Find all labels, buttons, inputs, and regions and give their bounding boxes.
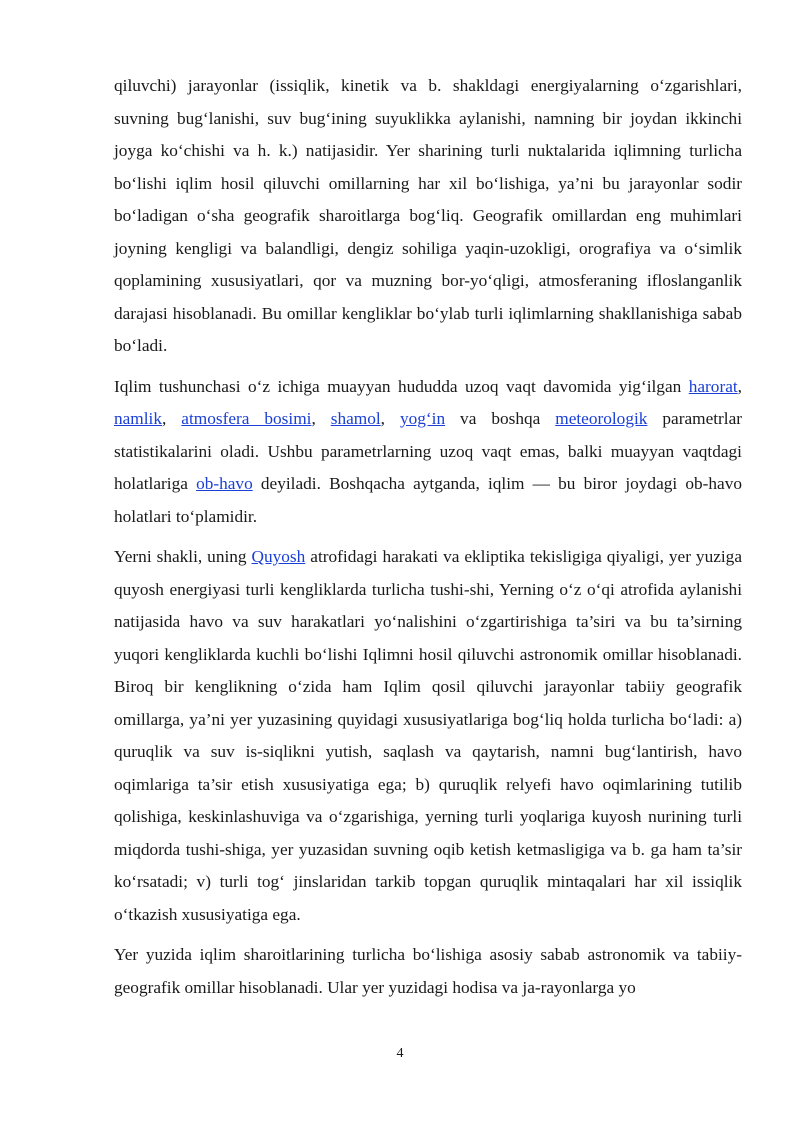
text-run: Yerni shakli, uning — [114, 547, 252, 566]
paragraph-2 — [114, 371, 742, 534]
text-run: , — [737, 376, 742, 396]
paragraph-4: Yer yuzida iqlim sharoitlarining turlicha bo‘lishiga asosiy sabab astronomik va tabiiy-geografik omillar hisoblanadi. Ular yer yuzidagi hodisa va ja-rayonlarga yo — [114, 945, 742, 997]
link-meteorologik[interactable]: meteorologik — [555, 409, 648, 428]
link-shamol[interactable]: shamol — [330, 409, 381, 428]
text-run: , — [311, 409, 331, 428]
link-ob-havo[interactable]: ob-havo — [196, 474, 253, 493]
document-page — [114, 70, 742, 1012]
link-atmosfera-bosimi[interactable]: atmosfera bosimi — [181, 409, 312, 428]
text-run: atrofidagi harakati va ekliptika tekisligiga qiyaligi, yer yuziga quyosh energiyasi turli kengliklarda turlicha tushi-shi, Yerning o‘z o‘qi atrofida aylanishi natijasida havo va suv harakatlari yo‘nalishini o‘zgartirishiga ta’siri va bu ta’sirning yuqori kengliklarda kuchli bo‘lishi Iqlimni hosil qiluvchi astronomik omillar hisoblanadi. Biroq bir kenglikning o‘zida ham Iqlim qosil qiluvchi jarayonlar tabiiy geografik omillarga, ya’ni yer yuzasining quyidagi xususiyatlariga bog‘liq holda turlicha bo‘ladi: a) quruqlik va suv is-siqlikni yutish, saqlash va qaytarish, namni bug‘lantirish, havo oqimlariga ta’sir etish xususiyatiga ega; b) quruqlik relyefi havo oqimlarining tutilib qolishiga, keskinlashuviga va o‘zgarishiga, yerning turli yoqlariga kuyosh nurining turli miqdorda tushi-shiga, yer yuzasidan suvning oqib ketish ketmasligiga va b. ga ham ta’sir ko‘rsatadi; v) turli tog‘ jinslaridan tarkib topgan quruqlik mintaqalari har xil issiqlik o‘tkazish xususiyatiga ega. — [114, 547, 742, 924]
text-run: Iqlim tushunchasi o‘z ichiga muayyan hududda uzoq vaqt davomida yig‘ilgan — [114, 376, 689, 396]
paragraph-3 — [114, 541, 742, 931]
text-run: parametrlar statistikalarini oladi. Ushbu parametrlarning uzoq vaqt emas, balki muayyan vaqtdagi holatlariga — [114, 409, 743, 493]
text-run: deyiladi. Boshqacha aytganda, iqlim — bu biror joydagi ob-havo holatlari to‘plamidir. — [114, 474, 742, 526]
link-harorat[interactable]: harorat — [688, 376, 738, 396]
text-run: , — [380, 409, 400, 428]
page-number: 4 — [396, 1046, 404, 1061]
paragraph-1: qiluvchi) jarayonlar (issiqlik, kinetik va b. shakldagi energiyalarning o‘zgarishlari, suvning bug‘lanishi, suv bug‘ining suyuklikka aylanishi, namning bir joydan ikkinchi joyga ko‘chishi va h. k.) natijasidir. Yer sharining turli nuktalarida iqlimning turlicha bo‘lishi iqlim hosil qiluvchi omillarning har xil bo‘lishiga, ya’ni bu jarayonlar sodir bo‘ladigan o‘sha geografik sharoitlarga bog‘liq. Geografik omillardan eng muhimlari joyning kengligi va balandligi, dengiz sohiliga yaqin-uzokligi, orografiya va o‘simlik qoplamining xususiyatlari, qor va muzning bor-yo‘qligi, atmosferaning ifloslanganlik darajasi hisoblanadi. Bu omillar kengliklar bo‘ylab turli iqlimlarning shakllanishiga sabab bo‘ladi. — [114, 76, 742, 355]
link-namlik[interactable]: namlik — [114, 409, 162, 428]
text-run: va boshqa — [445, 409, 556, 428]
link-quyosh[interactable]: Quyosh — [251, 547, 306, 566]
text-run: , — [162, 409, 182, 428]
link-yogin[interactable]: yog‘in — [399, 409, 446, 428]
